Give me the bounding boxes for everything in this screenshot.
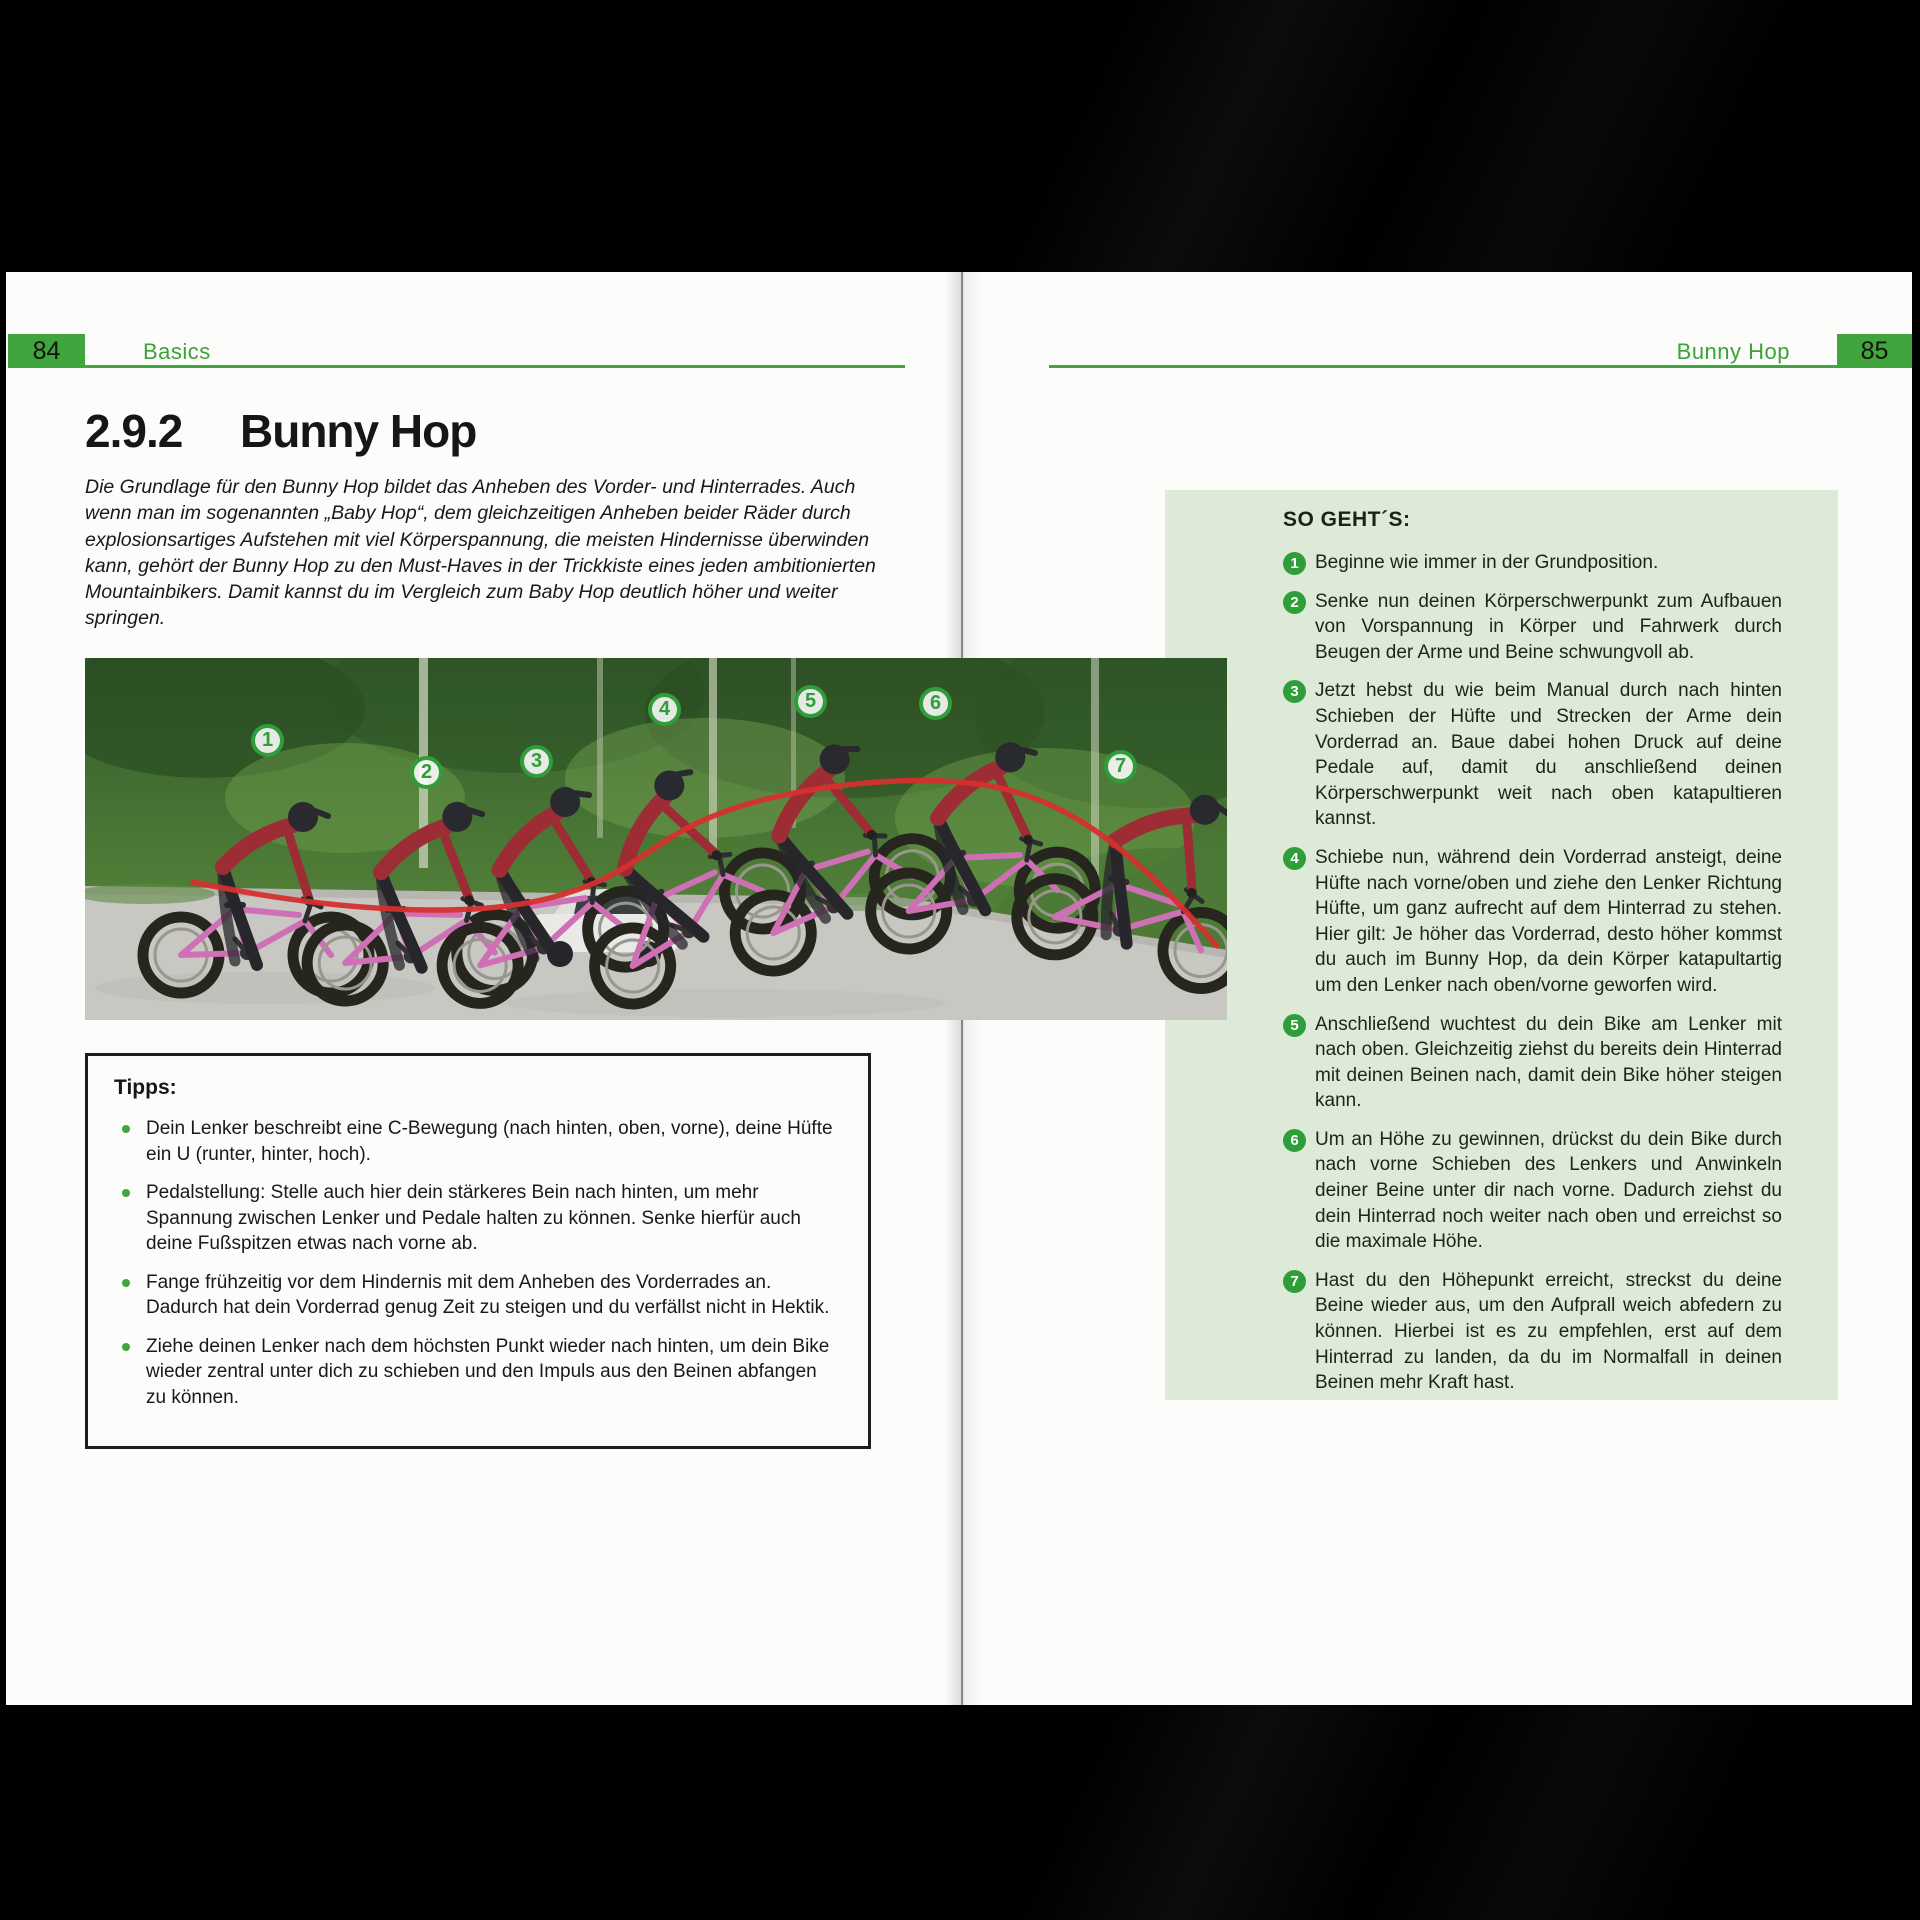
- tip-item: [114, 1116, 842, 1167]
- step-text: Jetzt hebst du wie beim Manual durch nach hinten Schieben der Hüfte und Strecken der Arme dein Vorderrad an. Baue dabei hohen Druck auf deine Pedale auf, damit du anschließend deinen Körperschwerpunkt weit nach oben katapultieren kannst.: [1315, 680, 1782, 830]
- photo-marker-3: 3: [520, 745, 553, 778]
- tip-text: Pedalstellung: Stelle auch hier dein stärkeres Bein nach hinten, um mehr Spannung zwischen Lenker und Pedale halten zu können. Senke hierfür auch deine Fußspitzen etwas nach vorne ab.: [146, 1182, 801, 1254]
- photo-marker-7: 7: [1104, 750, 1137, 783]
- step-text: Schiebe nun, während dein Vorderrad ansteigt, deine Hüfte nach vorne/oben und ziehe den Lenker Richtung Hüfte, um ganz aufrecht auf dem Hinterrad zu stehen. Hier gilt: Je höher das Vorderrad, desto höher kommst du auch im Bunny Hop, da dein Körper katapultartig um den Lenker nach oben/vorne geworfen wird.: [1315, 846, 1782, 996]
- photo-marker-4: 4: [648, 693, 681, 726]
- tips-heading: Tipps:: [114, 1076, 177, 1099]
- photo-marker-5: 5: [794, 685, 827, 718]
- step-item: [1283, 1012, 1782, 1114]
- step-number-badge: 5: [1283, 1014, 1306, 1037]
- bottom-black-margin: [0, 1705, 1920, 1920]
- section-number: 2.9.2: [85, 405, 183, 457]
- tip-item: [114, 1270, 842, 1321]
- tip-item: [114, 1180, 842, 1257]
- top-black-margin: [0, 0, 1920, 272]
- step-item: [1283, 845, 1782, 999]
- bullet-icon: [122, 1125, 130, 1133]
- tip-text: Ziehe deinen Lenker nach dem höchsten Punkt wieder nach hinten, um dein Bike wieder zentral unter dich zu schieben und den Impuls aus den Beinen abfangen zu können.: [146, 1335, 830, 1408]
- step-number-badge: 1: [1283, 552, 1306, 575]
- photo-marker-1: 1: [251, 724, 284, 757]
- running-head-right: Bunny Hop: [1676, 339, 1790, 364]
- photo-marker-2: 2: [410, 756, 443, 789]
- page-number-left-value: 84: [32, 336, 61, 365]
- step-item: [1283, 589, 1782, 666]
- page-number-left: [8, 334, 85, 368]
- step-number-badge: 3: [1283, 680, 1306, 703]
- intro-paragraph: Die Grundlage für den Bunny Hop bildet das Anheben des Vorder- und Hinterrades. Auch wenn man im sogenannten „Baby Hop“, dem gleichzeitigen Anheben beider Räder durch explosionsartiges Aufstehen mit viel Körperspannung, die meisten Hindernisse überwinden kann, gehört der Bunny Hop zu den Must-Haves in der Trickkiste eines jeden ambitionierten Mountainbikers. Damit kannst du im Vergleich zum Baby Hop deutlich höher und weiter springen.: [85, 476, 876, 630]
- tips-box: [85, 1053, 871, 1449]
- how-to-steps: [1283, 550, 1782, 1396]
- section-title-text: Bunny Hop: [240, 405, 477, 457]
- how-to-heading: SO GEHT´S:: [1283, 508, 1411, 531]
- step-item: [1283, 1268, 1782, 1396]
- step-text: Um an Höhe zu gewinnen, drückst du dein Bike durch nach vorne Schieben des Lenkers und Anwinkeln deiner Beine unter dir nach vorne. Dadurch ziehst du dein Hinterrad noch weiter nach oben und erreichst so die maximale Höhe.: [1315, 1128, 1782, 1253]
- header-rule-right: [1049, 365, 1837, 368]
- section-title: [85, 404, 476, 458]
- tip-item: [114, 1334, 842, 1411]
- step-number-badge: 7: [1283, 1270, 1306, 1293]
- step-text: Anschließend wuchtest du dein Bike am Lenker mit nach oben. Gleichzeitig ziehst du bereits dein Hinterrad mit deinen Beinen nach, damit dein Bike höher steigen kann.: [1315, 1013, 1782, 1112]
- bullet-icon: [122, 1189, 130, 1197]
- step-number-badge: 6: [1283, 1129, 1306, 1152]
- page-number-right-value: 85: [1860, 336, 1889, 365]
- tip-text: Fange frühzeitig vor dem Hindernis mit dem Anheben des Vorderrades an. Dadurch hat dein Vorderrad genug Zeit zu steigen und du verfällst nicht in Hektik.: [146, 1271, 830, 1318]
- running-head-left: Basics: [143, 339, 211, 364]
- how-to-panel: [1165, 490, 1838, 1400]
- bullet-icon: [122, 1279, 130, 1287]
- step-text: Beginne wie immer in der Grundposition.: [1315, 552, 1659, 573]
- step-text: Senke nun deinen Körperschwerpunkt zum Aufbauen von Vorspannung in Körper und Fahrwerk durch Beugen der Arme und Beine schwungvoll ab.: [1315, 590, 1782, 663]
- page-number-right: [1837, 334, 1912, 368]
- bullet-icon: [122, 1343, 130, 1351]
- step-item: [1283, 1127, 1782, 1255]
- tips-list: [114, 1116, 842, 1410]
- header-rule-left: [85, 365, 905, 368]
- step-number-badge: 4: [1283, 847, 1306, 870]
- step-item: [1283, 678, 1782, 832]
- step-item: [1283, 550, 1782, 576]
- photo-marker-6: 6: [919, 687, 952, 720]
- step-text: Hast du den Höhepunkt erreicht, streckst du deine Beine wieder aus, um den Aufprall weich abfedern zu können. Hierbei ist es zu empfehlen, erst auf dem Hinterrad zu landen, da du im Normalfall in deinen Beinen mehr Kraft hast.: [1315, 1269, 1782, 1394]
- tip-text: Dein Lenker beschreibt eine C-Bewegung (nach hinten, oben, vorne), deine Hüfte ein U (runter, hinter, hoch).: [146, 1118, 833, 1165]
- step-number-badge: 2: [1283, 591, 1306, 614]
